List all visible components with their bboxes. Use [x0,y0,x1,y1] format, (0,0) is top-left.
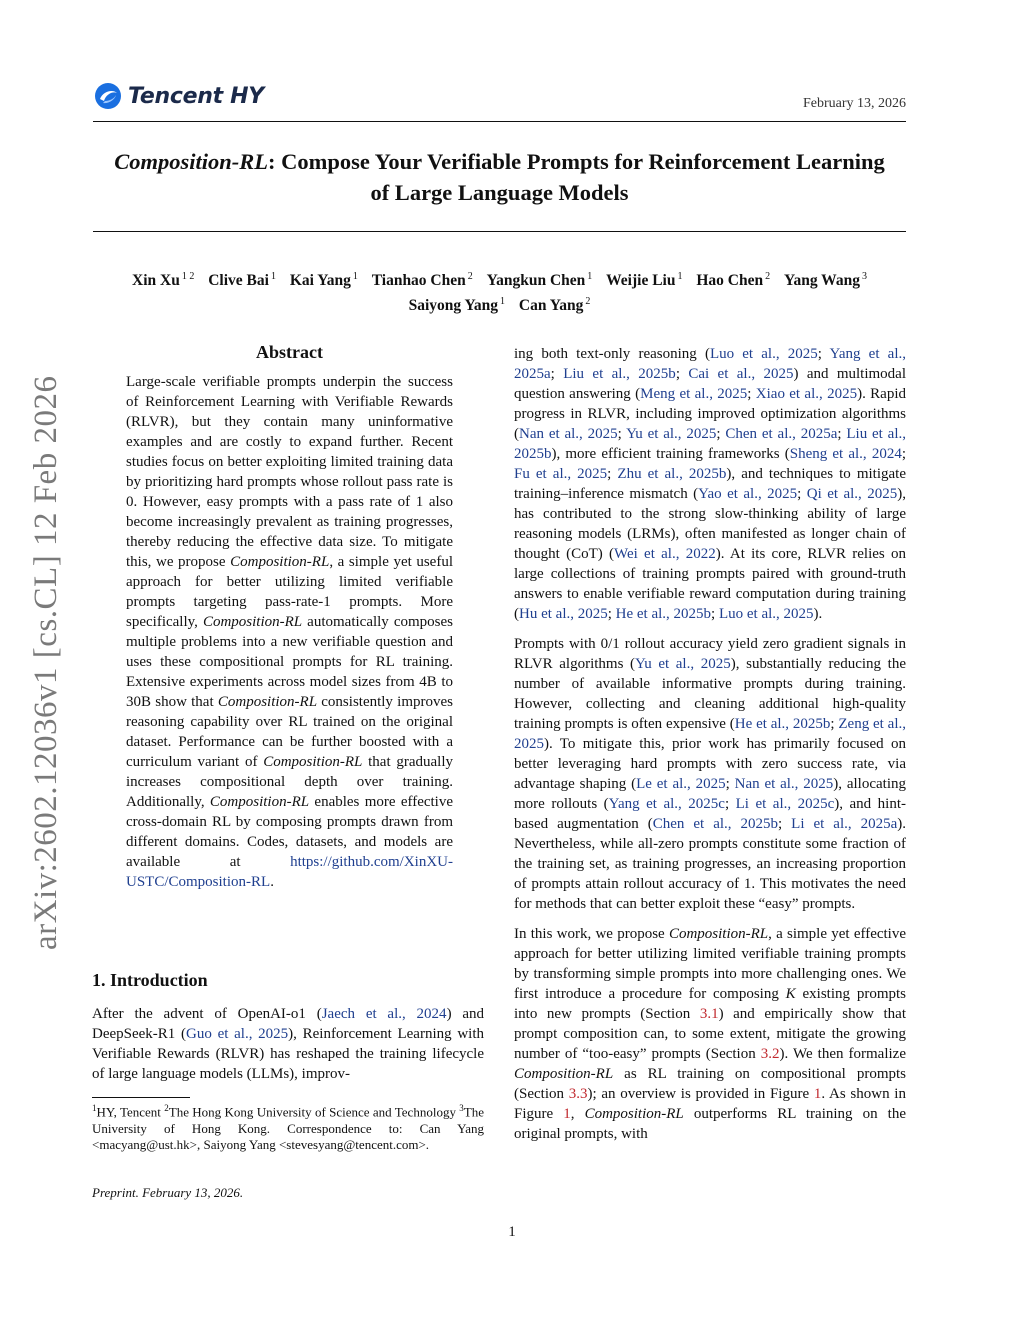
body-text: ; [747,386,756,402]
body-text: ). To mitigate this, prior work has primarily focused on better leveraging hard prompts with zero success rate, via advantage shaping ( [514,736,906,792]
author: Kai Yang $^1$ [289,271,358,290]
body-text: ; [607,606,616,622]
body-text: Prompts with 0/1 rollout accuracy yield zero gradient signals in RLVR algorithms ( [514,636,906,672]
citation-link[interactable]: Zhu et al., 2025b [617,466,727,482]
citation-link[interactable]: He et al., 2025b [615,606,712,622]
body-text: ; [830,716,839,732]
title-main: : Compose Your Verifiable Prompts for Reinforcement Learning [267,149,885,174]
brand-logo [94,80,264,112]
body-text: as RL training on compositional prompts (Section [514,1066,906,1102]
body-text: ), and techniques to mitigate training–inference mismatch ( [514,466,906,502]
body-text: ; [711,606,719,622]
author: Yangkun Chen $^1$ [486,271,593,290]
citation-link[interactable]: Yu et al., 2025 [626,426,717,442]
author: Clive Bai $^1$ [208,271,276,290]
citation-link[interactable]: Luo et al., 2025 [718,606,814,622]
body-text: ; [724,796,736,812]
citation-link[interactable]: Xiao et al., 2025 [755,386,858,402]
body-text: ; [617,426,627,442]
body-text: ). [813,606,823,622]
header-date: February 13, 2026 [802,96,906,111]
author: Xin Xu $^{1 2}$ [132,271,195,290]
abstract-body: Large-scale verifiable prompts underpin the success of Reinforcement Learning with Verifiable Rewards (RLVR), but they contain many uninformative examples and are costly to expand further. Recent studies focus on better exploiting limited training data by prioritizing hard prompts whose rollout pass rate is 0. However, easy prompts with a pass rate of 1 also become increasingly prevalent as training progresses, thereby reducing the effective data size. To mitigate this, we propose Composition-RL, a simple yet useful approach for better utilizing limited verifiable prompts targeting pass-rate-1 prompts. More specifically, Composition-RL automatically composes multiple problems into a new verifiable question and uses these compositional prompts for RL training. Extensive experiments across model sizes from 4B to 30B show that Composition-RL consistently improves reasoning capability over RL trained on the original dataset. Performance can be further boosted with a curriculum variant of Composition-RL that gradually increases compositional depth over training. Additionally, Composition-RL enables more effective cross-domain RL by composing prompts drawn from different domains. Codes, datasets, and models are available at https://github.com/XinXU-USTC/Composition-RL. [126,374,454,890]
intro-body: After the advent of OpenAI-o1 (Jaech et al., 2024) and DeepSeek-R1 (Guo et al., 2025), Reinforcement Learning with Verifiable Rewards (RLVR) has reshaped the training lifecycle of large language models (LLMs), improv- [92,1006,485,1082]
author: Saiyong Yang $^1$ [408,296,506,315]
emphasis-text: Composition-RL [668,926,769,942]
citation-link[interactable]: Zeng et al., 2025 [514,716,906,752]
arxiv-id: arXiv:2602.12036v1 [cs.CL] 12 Feb 2026 [28,375,64,950]
citation-link[interactable]: Li et al., 2025c [735,796,835,812]
body-text: ). At its core, RLVR relies on large collections of training prompts paired with ground-truth answers to enable verifiable reward computation during training ( [514,546,906,622]
cross-reference-link[interactable]: 3.1 [699,1006,719,1022]
body-text: ; [725,776,735,792]
citation-link[interactable]: Hu et al., 2025 [519,606,608,622]
body-text: outperforms RL training on the original prompts, with [514,1106,906,1142]
paragraph-zero-gradient [514,634,906,914]
citation-link[interactable]: Li et al., 2025a [791,816,898,832]
citation-link[interactable]: Yu et al., 2025 [635,656,731,672]
citation-link[interactable]: Liu et al., 2025b [514,426,906,462]
citation-link[interactable]: Sheng et al., 2024 [789,446,902,462]
citation-link[interactable]: Jaech et al., 2024 [321,1006,447,1022]
body-text: ; [837,426,847,442]
body-text: ). Rapid progress in RLVR, including improved optimization algorithms ( [514,386,906,442]
body-text: ; [675,366,689,382]
citation-link[interactable]: Cai et al., 2025 [688,366,794,382]
body-text: ; [607,466,618,482]
body-text: ; [550,366,564,382]
author: Hao Chen $^2$ [696,271,771,290]
cross-reference-link[interactable]: 3.3 [568,1086,588,1102]
title-rule [93,231,906,232]
author: Weijie Liu $^1$ [606,271,683,290]
cross-reference-link[interactable]: 1 [563,1106,571,1122]
body-text: ; [817,346,830,362]
body-text: ), has contributed to the strong slow-thinking ability of large reasoning models (LRMs), often manifested as longer chain of thought (CoT) ( [514,486,907,562]
citation-link[interactable]: Le et al., 2025 [636,776,726,792]
author: Can Yang $^2$ [518,296,591,315]
emphasis-text: Composition-RL [514,1066,614,1082]
paper-title [93,146,906,208]
body-text: ), substantially reducing the number of available informative prompts during training. However, collecting and cleaning additional high-quality training prompts is often expensive ( [514,656,906,732]
body-text: ; [901,446,906,462]
body-text: ) and empirically show that prompt composition can, to some extent, mitigate the growing number of “too-easy” prompts (Section [514,1006,907,1062]
body-text: ), more efficient training frameworks ( [551,446,790,462]
citation-link[interactable]: Guo et al., 2025 [186,1026,289,1042]
body-text: ; [778,816,792,832]
body-text: existing prompts into new prompts (Section [514,986,906,1022]
author: Tianhao Chen $^2$ [371,271,473,290]
abstract-heading: Abstract [256,342,323,362]
citation-link[interactable]: Wei et al., 2022 [614,546,716,562]
emphasis-text: K [785,986,796,1002]
body-text: ), and hint-based augmentation ( [514,796,906,832]
body-text: ing both text-only reasoning ( [514,346,710,362]
right-column [514,344,906,1154]
header-rule [93,121,906,122]
citation-link[interactable]: Nan et al., 2025 [734,776,834,792]
citation-link[interactable]: Qi et al., 2025 [806,486,898,502]
emphasis-text: Composition-RL [584,1106,684,1122]
body-text: , [570,1106,585,1122]
citation-link[interactable]: Yao et al., 2025 [698,486,798,502]
paragraph-this-work [514,924,906,1144]
body-text: ; [716,426,726,442]
citation-link[interactable]: Chen et al., 2025b [652,816,779,832]
body-text: ); an overview is provided in Figure [587,1086,814,1102]
title-method: Composition-RL [114,149,268,174]
body-text: ) and multimodal question answering ( [514,366,907,402]
cross-reference-link[interactable]: 3.2 [760,1046,780,1062]
brand-name: Tencent HY [128,83,264,109]
citation-link[interactable]: Liu et al., 2025b [563,366,676,382]
citation-link[interactable]: Yang et al., 2025c [608,796,725,812]
title-line2: of Large Language Models [370,180,629,205]
code-link[interactable]: https://github.com/XinXU-USTC/Composition-RL [126,854,453,890]
body-text: . As shown in Figure [514,1086,906,1122]
preprint-note: Preprint. February 13, 2026. [92,1185,244,1200]
citation-link[interactable]: He et al., 2025b [734,716,831,732]
citation-link[interactable]: Nan et al., 2025 [519,426,618,442]
cross-reference-link[interactable]: 1 [813,1086,822,1102]
author: Yang Wang $^3$ [783,271,867,290]
body-text: ; [797,486,807,502]
citation-link[interactable]: Fu et al., 2025 [514,466,608,482]
body-text: ). We then formalize [779,1046,906,1062]
body-text: ), allocating more rollouts ( [514,776,907,812]
affiliation-footnote: $^1$HY, Tencent $^2$The Hong Kong University of Science and Technology $^3$The University of Hong Kong. Correspondence to: Can Yang <macyang@ust.hk>, Saiyong Yang <stevesyang@tencent.com>. [92,1103,484,1153]
citation-link[interactable]: Yang et al., 2025a [514,346,906,382]
tencent-logo-icon [94,82,122,110]
paragraph-rlvr-progress [514,344,906,624]
citation-link[interactable]: Luo et al., 2025 [709,346,818,362]
body-text: , a simple yet effective approach for better utilizing limited verifiable training prompts by transforming simple prompts into more challenging ones. We first introduce a procedure for composing [514,926,906,1002]
section-heading-introduction: 1. Introduction [92,970,208,990]
citation-link[interactable]: Meng et al., 2025 [640,386,748,402]
footnote-rule [92,1097,190,1098]
citation-link[interactable]: Chen et al., 2025a [725,426,838,442]
arxiv-stamp [28,370,68,950]
page-number: 1 [508,1224,516,1240]
body-text: In this work, we propose [514,926,669,942]
author-list [93,266,906,316]
body-text: ). Nevertheless, while all-zero prompts constitute some fraction of the training set, as training progresses, an increasing proportion of prompts attain rollout accuracy of 1. This motivates the need for methods that can better exploit these “easy” prompts. [514,816,906,912]
